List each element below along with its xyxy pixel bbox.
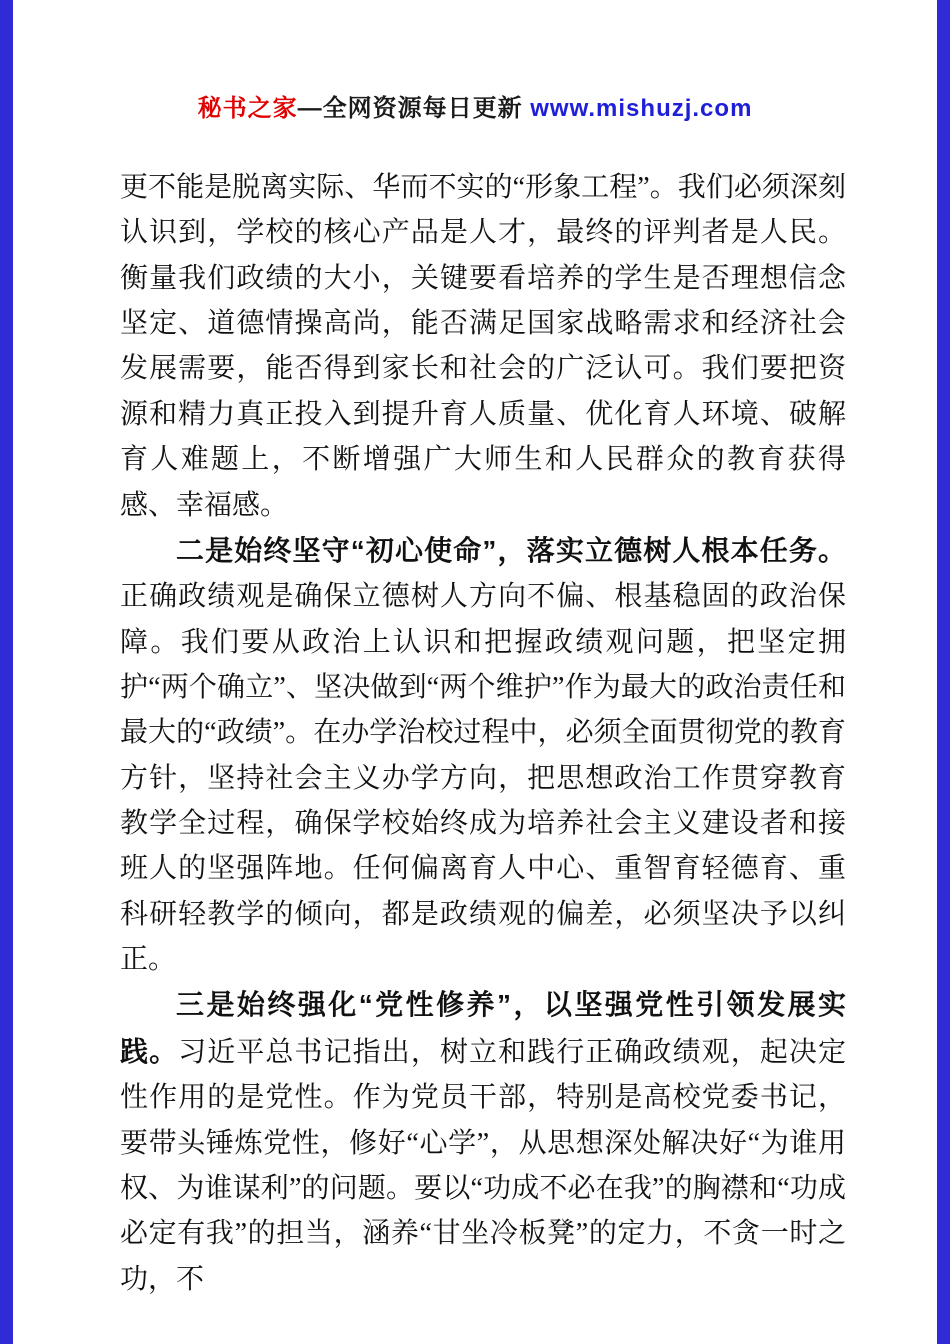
site-url-link[interactable]: www.mishuzj.com [530,95,753,122]
paragraph-text: 更不能是脱离实际、华而不实的“形象工程”。我们必须深刻认识到，学校的核心产品是人才，最终的评判者是人民。衡量我们政绩的大小，关键要看培养的学生是否理想信念坚定、道德情操高尚，能否满足国家战略需求和经济社会发展需要，能否得到家长和社会的广泛认可。我们要把资源和精力真正投入到提升育人质量、优化育人环境、破解育人难题上，不断增强广大师生和人民群众的教育获得感、幸福感。 [120,172,846,521]
paragraph-text: 习近平总书记指出，树立和践行正确政绩观，起决定性作用的是党性。作为党员干部，特别是高校党委书记，要带头锤炼党性，修好“心学”，从思想深处解决好“为谁用权、为谁谋利”的问题。要以“功成不必在我”的胸襟和“功成必定有我”的担当，涵养“甘坐冷板凳”的定力，不贪一时之功，不 [120,1036,846,1295]
document-body [120,165,846,1302]
site-header [0,88,950,123]
paragraph-point-two [120,528,846,983]
site-tagline: —全网资源每日更新 [297,95,531,122]
paragraph-continuation [120,165,846,528]
paragraph-text: 正确政绩观是确保立德树人方向不偏、根基稳固的政治保障。我们要从政治上认识和把握政绩观问题，把坚定拥护“两个确立”、坚决做到“两个维护”作为最大的政治责任和最大的“政绩”。在办学治校过程中，必须全面贯彻党的教育方针，坚持社会主义办学方向，把思想政治工作贯穿教育教学全过程，确保学校始终成为培养社会主义建设者和接班人的坚强阵地。任何偏离育人中心、重智育轻德育、重科研轻教学的倾向，都是政绩观的偏差，必须坚决予以纠正。 [120,581,846,976]
site-name: 秘书之家 [197,95,298,122]
paragraph-lead: 三是始终强化“党性修养”，以坚强党性引领发展实践。 [120,989,846,1067]
paragraph-lead: 二是始终坚守“初心使命”，落实立德树人根本任务。 [176,534,846,566]
left-border-bar [0,0,13,1344]
paragraph-point-three [120,982,846,1302]
right-border-bar [937,0,950,1344]
